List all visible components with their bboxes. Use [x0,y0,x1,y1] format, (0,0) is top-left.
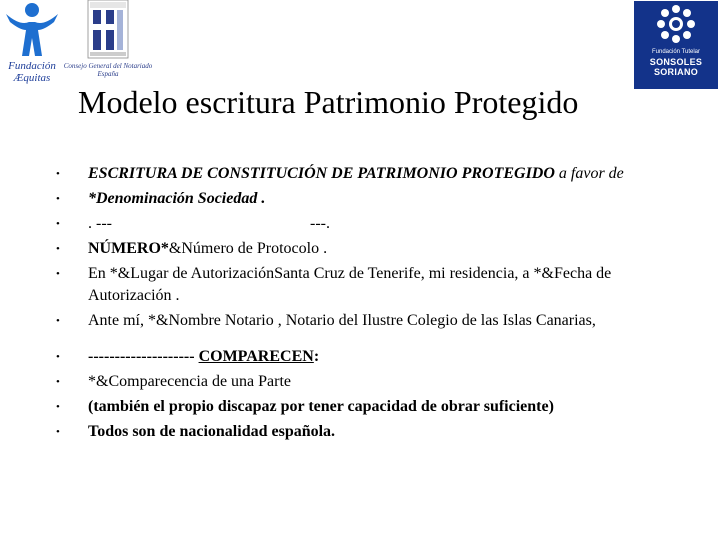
bullet-icon: • [56,218,60,230]
protocol-number-label: NÚMERO* [88,240,169,257]
separator-left: . --- [88,215,112,232]
notariado-caption-line1: Consejo General del Notariado [63,62,153,70]
bullet-icon: • [56,315,60,327]
notariado-caption [62,62,154,78]
document-bullet-list [56,163,696,446]
bullet-icon: • [56,376,60,388]
protocol-number-value: &Número de Protocolo . [168,240,328,257]
page-title: Modelo escritura Patrimonio Protegido [78,84,579,120]
comparecen-dashes: -------------------- [88,348,195,365]
nationality-note: Todos son de nacionalidad española. [88,423,336,440]
list-item [56,310,696,332]
sorian-name-line2: SORIANO [653,67,699,77]
list-item [56,371,696,393]
capacity-note: (también el propio discapaz por tener capacidad de obrar suficiente) [88,398,554,415]
bullet-icon: • [56,401,60,413]
separator-right: ---. [309,215,330,232]
bullet-icon: • [56,193,60,205]
bullet-icon: • [56,268,60,280]
comparecen-heading: COMPARECEN [198,348,314,365]
list-item [56,213,696,235]
deed-heading: ESCRITURA DE CONSTITUCIÓN DE PATRIMONIO PROTEGIDO [88,165,555,182]
sorian-subtitle: Fundación Tutelar [651,49,701,55]
aequitas-figure-icon [2,0,62,60]
sorian-name [634,57,718,77]
sorian-name-line1: SONSOLES [649,57,703,67]
bullet-icon: • [56,243,60,255]
fundacion-aequitas-logo [2,0,62,95]
list-item [56,238,696,260]
aequitas-caption [2,60,62,84]
notary-statement: Ante mí, *&Nombre Notario , Notario del Ilustre Colegio de las Islas Canarias, [88,312,596,329]
sun-icon [634,1,718,47]
bullet-icon: • [56,426,60,438]
aequitas-caption-line2: Æquitas [13,72,51,84]
bullet-icon: • [56,168,60,180]
place-and-date: En *&Lugar de AutorizaciónSanta Cruz de Tenerife, mi residencia, a *&Fecha de Autorización . [88,265,612,304]
list-item [56,346,696,368]
deed-heading-suffix: a favor de [554,165,624,182]
notariado-caption-line2: España [97,70,119,78]
list-item [56,263,696,307]
consejo-notariado-logo [62,0,154,82]
bullet-icon: • [56,351,60,363]
comparecen-colon: : [313,348,320,365]
list-item [56,188,696,210]
aequitas-caption-line1: Fundación [8,60,56,72]
company-name-placeholder: *Denominación Sociedad . [88,190,266,207]
list-item [56,421,696,443]
appearance-party: *&Comparecencia de una Parte [88,373,292,390]
notariado-emblem-icon [62,0,154,60]
fundacion-sonsoles-soriano-logo [634,1,718,89]
list-item [56,396,696,418]
list-item [56,163,696,185]
